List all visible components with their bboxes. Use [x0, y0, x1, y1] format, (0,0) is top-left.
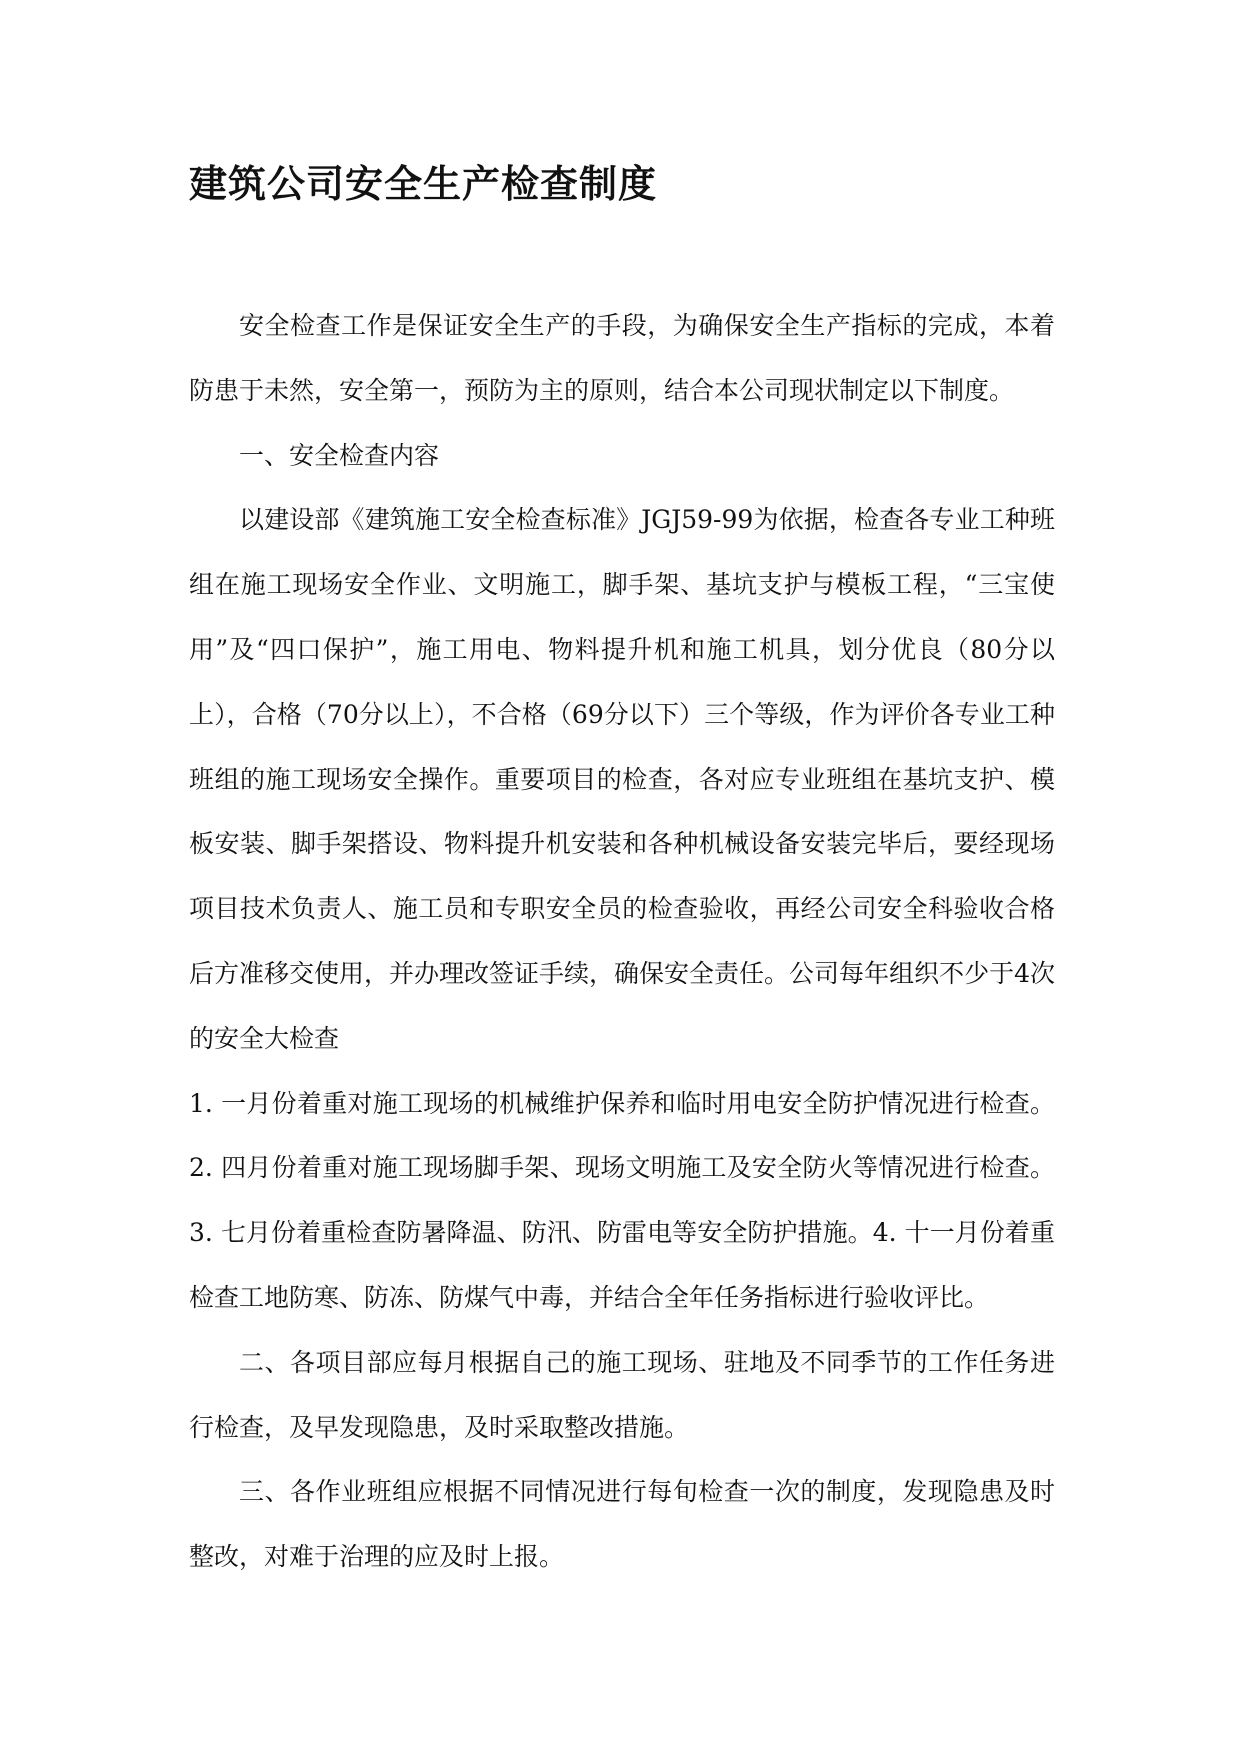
section-heading-2: 二、各项目部应每月根据自己的施工现场、驻地及不同季节的工作任务进行检查，及早发现隐患，及时采取整改措施。	[189, 1347, 1055, 1442]
paragraph-inspection-content: 以建设部《建筑施工安全检查标准》JGJ59-99为依据，检查各专业工种班组在施工现场安全作业、文明施工，脚手架、基坑支护与模板工程，“三宝使用”及“四口保护”，施工用电、物料提升机和施工机具，划分优良（80分以上），合格（70分以上），不合格（69分以下）三个等级，作为评价各专业工种班组的施工现场安全操作。重要项目的检查，各对应专业班组在基坑支护、模板安装、脚手架搭设、物料提升机安装和各种机械设备安装完毕后，要经现场项目技术负责人、施工员和专职安全员的检查验收，再经公司安全科验收合格后方准移交使用，并办理改签证手续，确保安全责任。公司每年组织不少于4次的安全大检查	[189, 505, 1055, 1053]
document-body	[189, 294, 1055, 1590]
paragraph-quarterly-checks: 1. 一月份着重对施工现场的机械维护保养和临时用电安全防护情况进行检查。2. 四月份着重对施工现场脚手架、现场文明施工及安全防火等情况进行检查。3. 七月份着重检查防暑降温、防汛、防雷电等安全防护措施。4. 十一月份着重检查工地防寒、防冻、防煤气中毒，并结合全年任务指标进行验收评比。	[189, 1088, 1055, 1312]
document-title: 建筑公司安全生产检查制度	[189, 161, 658, 206]
paragraph-intro: 安全检查工作是保证安全生产的手段，为确保安全生产指标的完成，本着防患于未然，安全第一，预防为主的原则，结合本公司现状制定以下制度。	[189, 311, 1055, 405]
section-heading-1: 一、安全检查内容	[239, 440, 440, 470]
section-heading-3: 三、各作业班组应根据不同情况进行每旬检查一次的制度，发现隐患及时整改，对难于治理的应及时上报。	[189, 1477, 1055, 1572]
